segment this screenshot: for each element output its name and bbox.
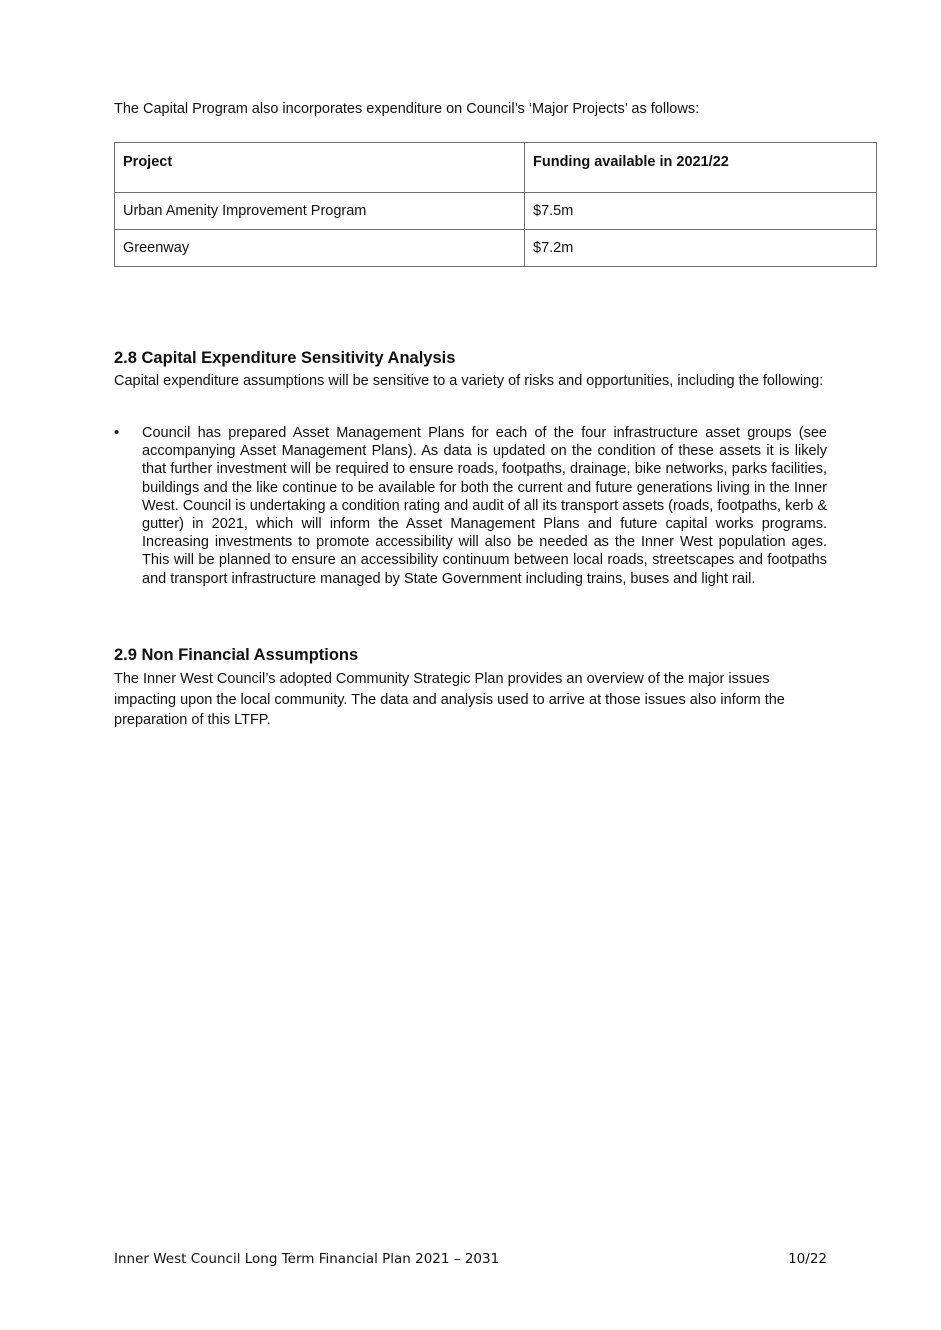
major-projects-table xyxy=(114,142,877,267)
funding-cell: $7.5m xyxy=(525,193,877,230)
bullet-list-item xyxy=(114,424,827,588)
table-row xyxy=(115,193,877,230)
page-number: 10/22 xyxy=(788,1251,827,1267)
bullet-icon: • xyxy=(114,425,120,441)
column-header-project: Project xyxy=(115,143,525,193)
funding-cell: $7.2m xyxy=(525,230,877,267)
project-name-cell: Greenway xyxy=(115,230,525,267)
section-2-9-body: The Inner West Council’s adopted Community Strategic Plan provides an overview of the major issues impacting upon the local community. The data and analysis used to arrive at those issues also inform the preparation of this LTFP. xyxy=(114,671,785,728)
footer-title: Inner West Council Long Term Financial Plan 2021 – 2031 xyxy=(114,1251,500,1267)
section-heading-2-8: 2.8 Capital Expenditure Sensitivity Analysis xyxy=(114,349,456,367)
section-2-8-body: Capital expenditure assumptions will be sensitive to a variety of risks and opportunities, including the following: xyxy=(114,373,824,389)
table-header-row xyxy=(115,143,877,193)
table-row xyxy=(115,230,877,267)
intro-text: The Capital Program also incorporates expenditure on Council’s ‘Major Projects’ as follows: xyxy=(114,101,700,117)
section-heading-2-9: 2.9 Non Financial Assumptions xyxy=(114,646,359,664)
bullet-text: Council has prepared Asset Management Plans for each of the four infrastructure asset groups (see accompanying Asset Management Plans). As data is updated on the condition of these assets it is likely that further investment will be required to ensure roads, footpaths, drainage, bike networks, parks facilities, buildings and the like continue to be available for both the current and future generations living in the Inner West. Council is undertaking a condition rating and audit of all its transport assets (roads, footpaths, kerb & gutter) in 2021, which will inform the Asset Management Plans and future capital works programs. Increasing investments to promote accessibility will also be needed as the Inner West population ages. This will be planned to ensure an accessibility continuum between local roads, streetscapes and footpaths and transport infrastructure managed by State Government including trains, buses and light rail. xyxy=(142,425,827,587)
column-header-funding: Funding available in 2021/22 xyxy=(525,143,877,193)
project-name-cell: Urban Amenity Improvement Program xyxy=(115,193,525,230)
